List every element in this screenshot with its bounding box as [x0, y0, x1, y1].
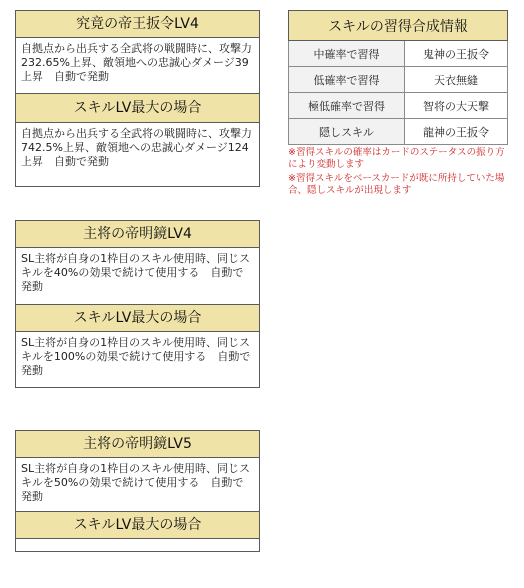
skill-card-1-title: 究竟の帝王扳令LV4 — [16, 11, 259, 38]
synthesis-row-label: 低確率で習得 — [289, 67, 405, 93]
skill-card-2-max-text: SL主将が自身の1枠目のスキル使用時、同じスキルを100%の効果で続けて使用する 自動で発動 — [21, 336, 251, 377]
synthesis-row — [289, 119, 508, 145]
skill-synthesis-panel — [288, 10, 508, 197]
skill-card-3 — [15, 430, 260, 552]
synthesis-note-2: ※習得スキルをベースカードが既に所持していた場合、隠しスキルが出現します — [288, 173, 505, 196]
synthesis-row-label: 中確率で習得 — [289, 41, 405, 67]
synthesis-row — [289, 41, 508, 67]
skill-card-2 — [15, 220, 260, 388]
skill-card-3-max-text — [16, 539, 259, 551]
skill-card-1-max-title: スキルLV最大の場合 — [16, 94, 259, 123]
synthesis-row-value: 天衣無縫 — [405, 67, 508, 93]
skill-card-3-text: SL主将が自身の1枠目のスキル使用時、同じスキルを50%の効果で続けて使用する 自動で発動 — [16, 458, 259, 512]
synthesis-row-label: 極低確率で習得 — [289, 93, 405, 119]
synthesis-row — [289, 93, 508, 119]
synthesis-row — [289, 67, 508, 93]
skill-card-1-text: 自拠点から出兵する全武将の戦闘時に、攻撃力232.65%上昇、敵領地への忠誠心ダメージ39上昇 自動で発動 — [16, 38, 259, 94]
skill-card-3-title: 主将の帝明鏡LV5 — [16, 431, 259, 458]
skill-card-1 — [15, 10, 260, 187]
skill-synthesis-title: スキルの習得合成情報 — [289, 11, 508, 41]
synthesis-note-1: ※習得スキルの確率はカードのステータスの振り方により変動します — [288, 147, 505, 170]
skill-card-2-max-title: スキルLV最大の場合 — [16, 305, 259, 332]
synthesis-row-value: 龍神の王扳令 — [405, 119, 508, 145]
skill-card-2-text: SL主将が自身の1枠目のスキル使用時、同じスキルを40%の効果で続けて使用する 自動で発動 — [16, 248, 259, 305]
synthesis-row-label: 隠しスキル — [289, 119, 405, 145]
skill-card-1-max-text: 自拠点から出兵する全武将の戦闘時に、攻撃力742.5%上昇、敵領地への忠誠心ダメージ124上昇 自動で発動 — [21, 127, 252, 168]
skill-synthesis-table — [288, 10, 508, 145]
skill-card-3-max-title: スキルLV最大の場合 — [16, 512, 259, 539]
skill-card-2-title: 主将の帝明鏡LV4 — [16, 221, 259, 248]
synthesis-row-value: 鬼神の王扳令 — [405, 41, 508, 67]
synthesis-row-value: 智将の大天撃 — [405, 93, 508, 119]
